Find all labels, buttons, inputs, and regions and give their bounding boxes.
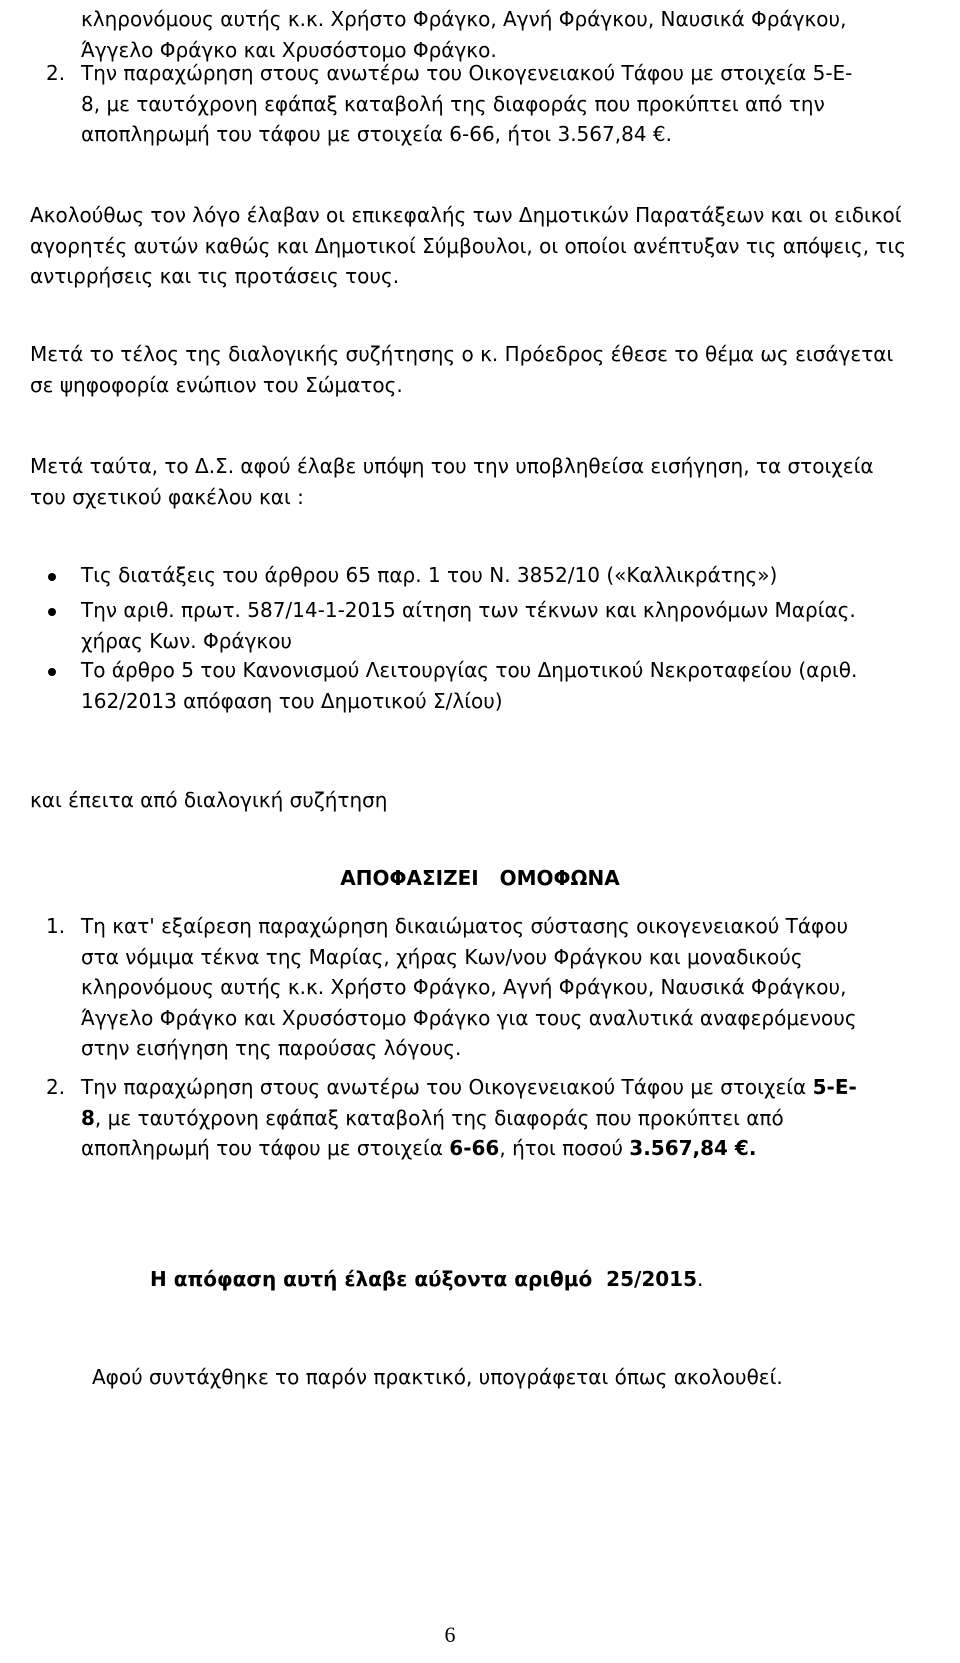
text-line: κληρονόμους αυτής κ.κ. Χρήστο Φράγκο, Αγνή Φράγκου, Ναυσικά Φράγκου, xyxy=(81,7,847,31)
numbered-item-2-top xyxy=(46,58,896,150)
page-number xyxy=(0,1620,900,1651)
text-run: , ήτοι ποσού xyxy=(499,1136,630,1160)
after-discussion-line xyxy=(30,785,910,816)
text-line: Άγγελο Φράγκο και Χρυσόστομο Φράγκο. xyxy=(81,37,497,62)
text-line: στην εισήγηση της παρούσας λόγους. xyxy=(81,1036,462,1060)
text-line: Την αριθ. πρωτ. 587/14-1-2015 αίτηση των τέκνων και κληρονόμων Μαρίας. xyxy=(81,598,856,622)
text-line: αγορητές αυτών καθώς και Δημοτικοί Σύμβουλοι, οι οποίοι ανέπτυξαν τις απόψεις, τις xyxy=(30,233,906,258)
text-run: αποπληρωμή του τάφου με στοιχεία xyxy=(81,1136,450,1160)
bold-run: 6-66 xyxy=(449,1136,500,1160)
bullet-dot xyxy=(48,608,56,616)
text-line: Μετά ταύτα, το Δ.Σ. αφού έλαβε υπόψη του την υποβληθείσα εισήγηση, τα στοιχεία xyxy=(30,454,874,478)
text-line: Ακολούθως τον λόγο έλαβαν οι επικεφαλής των Δημοτικών Παρατάξεων και οι ειδικοί xyxy=(30,203,902,227)
text-run: . xyxy=(696,1267,704,1291)
bullet-item-2 xyxy=(81,595,911,656)
bold-run: 8 xyxy=(81,1105,95,1130)
decision-heading xyxy=(0,863,960,894)
text-line: 162/2013 απόφαση του Δημοτικού Σ/λίου) xyxy=(81,688,503,713)
bullet-dot xyxy=(48,573,56,581)
text-line xyxy=(81,1103,911,1134)
decision-item-1 xyxy=(46,911,911,1064)
vote-paragraph xyxy=(30,339,910,400)
bold-run: 5-Ε- xyxy=(812,1075,857,1099)
text-line xyxy=(150,1264,910,1295)
text-line: Μετά το τέλος της διαλογικής συζήτησης ο κ. Πρόεδρος έθεσε το θέμα ως εισάγεται xyxy=(30,342,894,366)
item-number: 2. xyxy=(46,1075,66,1099)
text-line: αποπληρωμή του τάφου με στοιχεία 6-66, ήτοι 3.567,84 €. xyxy=(81,122,672,146)
item-number: 1. xyxy=(46,914,66,938)
text-line: στα νόμιμα τέκνα της Μαρίας, χήρας Κων/νου Φράγκου και μοναδικούς xyxy=(81,944,803,969)
text-line: Αφού συντάχθηκε το παρόν πρακτικό, υπογράφεται όπως ακολουθεί. xyxy=(92,1365,783,1389)
text-line xyxy=(81,1072,911,1103)
council-paragraph xyxy=(30,451,910,512)
text-line: χήρας Κων. Φράγκου xyxy=(81,628,293,653)
text-line: κληρονόμους αυτής κ.κ. Χρήστο Φράγκο, Αγνή Φράγκου, Ναυσικά Φράγκου, xyxy=(81,975,847,999)
text-line: Την παραχώρηση στους ανωτέρω του Οικογενειακού Τάφου με στοιχεία 5-Ε- xyxy=(81,61,853,85)
text-run: , με ταυτόχρονη εφάπαξ καταβολή της διαφοράς που προκύπτει από xyxy=(94,1105,784,1130)
continuation-paragraph xyxy=(81,4,896,65)
decision-item-2 xyxy=(46,1072,911,1164)
text-line xyxy=(81,1133,911,1164)
speakers-paragraph xyxy=(30,200,910,292)
text-line: Το άρθρο 5 του Κανονισμού Λειτουργίας του Δημοτικού Νεκροταφείου (αριθ. xyxy=(81,658,858,682)
text-run: Την παραχώρηση στους ανωτέρω του Οικογενειακού Τάφου με στοιχεία xyxy=(81,1075,813,1099)
text-line: Άγγελο Φράγκο και Χρυσόστομο Φράγκο για τους αναλυτικά αναφερόμενους xyxy=(81,1005,857,1030)
page-number-text: 6 xyxy=(444,1622,456,1647)
bullet-item-1 xyxy=(81,560,911,591)
text-line: Τη κατ' εξαίρεση παραχώρηση δικαιώματος σύστασης οικογενειακού Τάφου xyxy=(81,914,849,938)
text-line: του σχετικού φακέλου και : xyxy=(30,484,304,509)
text-line: και έπειτα από διαλογική συζήτηση xyxy=(30,788,388,812)
signature-line xyxy=(92,1362,912,1393)
bold-run: 3.567,84 €. xyxy=(629,1136,757,1160)
bullet-item-3 xyxy=(81,655,911,716)
text-line: σε ψηφοφορία ενώπιον του Σώματος. xyxy=(30,372,403,397)
text-line: αντιρρήσεις και τις προτάσεις τους. xyxy=(30,264,400,288)
heading-text: ΑΠΟΦΑΣΙΖΕΙ ΟΜΟΦΩΝΑ xyxy=(340,866,620,890)
text-line: 8, με ταυτόχρονη εφάπαξ καταβολή της διαφοράς που προκύπτει από την xyxy=(81,91,825,116)
text-line: Τις διατάξεις του άρθρου 65 παρ. 1 του Ν. 3852/10 («Καλλικράτης») xyxy=(81,563,778,587)
bullet-dot xyxy=(48,668,56,676)
item-number: 2. xyxy=(46,61,66,85)
bold-run: Η απόφαση αυτή έλαβε αύξοντα αριθμό 25/2015 xyxy=(150,1267,697,1291)
decision-number-line xyxy=(150,1264,910,1295)
